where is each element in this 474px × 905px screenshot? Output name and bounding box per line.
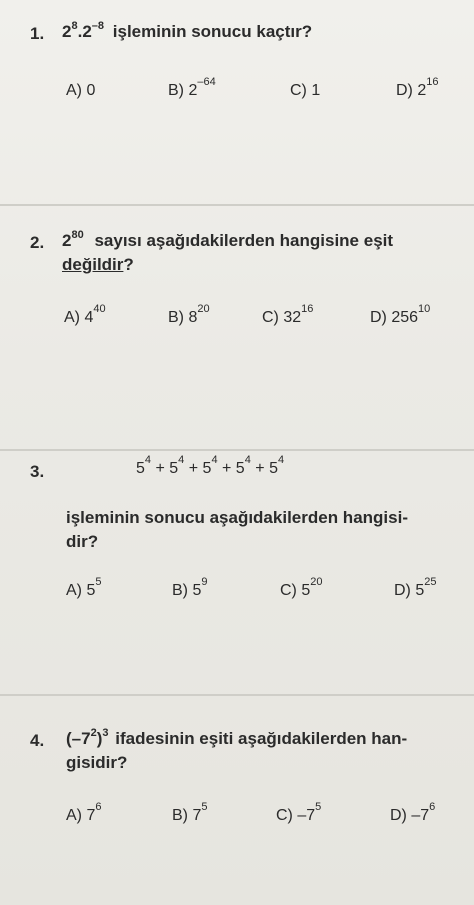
- question-mark: ?: [123, 255, 134, 274]
- exponent: 16: [301, 303, 314, 315]
- question-text: sayısı aşağıdakilerden hangisine eşit: [94, 231, 394, 250]
- base: 5: [169, 460, 179, 477]
- option-a[interactable]: [66, 576, 102, 600]
- exponent: 4: [144, 454, 152, 466]
- base: 2: [62, 22, 72, 41]
- option-label: A) 5: [66, 582, 96, 599]
- closing-paren: ): [96, 729, 103, 748]
- exponent: 10: [418, 303, 431, 315]
- option-c[interactable]: C) 1: [290, 82, 321, 99]
- option-d[interactable]: [394, 576, 437, 600]
- divider: [0, 204, 474, 206]
- question-number: 4.: [30, 731, 45, 750]
- question-text: işleminin sonucu aşağıdakilerden hangisi-: [66, 508, 408, 527]
- exponent: 5: [201, 801, 208, 813]
- option-a[interactable]: A) 0: [66, 82, 96, 99]
- exponent: 4: [211, 454, 218, 466]
- base: (–7: [66, 729, 91, 748]
- plus-sign: +: [151, 460, 170, 477]
- exponent: 25: [424, 576, 437, 588]
- exponent: 4: [277, 454, 285, 466]
- exponent: 20: [310, 576, 323, 588]
- question-text: ifadesinin eşiti aşağıdakilerden han-: [115, 729, 408, 748]
- power-sum-expression: [136, 454, 285, 478]
- negation-word: değildir: [62, 255, 124, 274]
- option-a[interactable]: [66, 801, 102, 825]
- option-label: B) 8: [168, 309, 198, 326]
- exponent: 3: [102, 727, 109, 739]
- power-expression: [66, 729, 109, 748]
- base: 5: [136, 460, 145, 477]
- question-text-continued: gisidir?: [66, 753, 128, 772]
- option-label: D) 256: [370, 309, 419, 326]
- option-label: D) –7: [390, 807, 430, 824]
- base: 5: [202, 460, 212, 477]
- option-label: C) –7: [276, 807, 316, 824]
- exponent: 4: [178, 454, 185, 466]
- question-stem: [62, 229, 467, 277]
- option-label: B) 7: [172, 807, 202, 824]
- exponent: 6: [429, 801, 436, 813]
- exponent: 8: [71, 20, 78, 32]
- exponent: 2: [90, 727, 97, 739]
- option-d[interactable]: [370, 303, 431, 327]
- base: 5: [269, 460, 278, 477]
- option-d[interactable]: [396, 76, 439, 100]
- exponent: 16: [426, 76, 439, 88]
- dot: .: [77, 22, 83, 41]
- base: 2: [82, 22, 92, 41]
- option-label: B) 2: [168, 82, 198, 99]
- exponent: 6: [95, 801, 102, 813]
- exponent: –64: [197, 76, 216, 88]
- question-text-continued: dir?: [66, 532, 99, 551]
- option-label: A) 4: [64, 309, 94, 326]
- option-b[interactable]: [168, 76, 216, 100]
- option-c[interactable]: [276, 801, 322, 825]
- question-stem: [62, 20, 312, 44]
- base: 2: [62, 231, 72, 250]
- question-number: 2.: [30, 233, 45, 252]
- option-label: D) 2: [396, 82, 427, 99]
- question-number: 1.: [30, 24, 45, 43]
- exponent: 5: [315, 801, 322, 813]
- option-a[interactable]: [64, 303, 106, 327]
- option-c[interactable]: [280, 576, 323, 600]
- option-label: C) 32: [262, 309, 302, 326]
- question-stem: [66, 506, 466, 554]
- exponent: 80: [71, 229, 84, 241]
- option-d[interactable]: [390, 801, 436, 825]
- exponent: 40: [93, 303, 106, 315]
- option-b[interactable]: [168, 303, 210, 327]
- option-b[interactable]: [172, 576, 208, 600]
- option-label: C) 5: [280, 582, 311, 599]
- exponent: –8: [91, 20, 105, 32]
- question-3: [0, 450, 474, 695]
- question-stem: [66, 727, 466, 775]
- question-text: işleminin sonucu kaçtır?: [112, 22, 313, 41]
- option-c[interactable]: [262, 303, 314, 327]
- option-label: B) 5: [172, 582, 202, 599]
- question-1: [0, 0, 474, 205]
- divider: [0, 449, 474, 451]
- question-2: [0, 205, 474, 450]
- exponent: 9: [201, 576, 208, 588]
- exponent: 20: [197, 303, 210, 315]
- exponent: 4: [244, 454, 251, 466]
- question-4: [0, 695, 474, 905]
- exponent: 5: [95, 576, 102, 588]
- plus-sign: +: [250, 460, 270, 477]
- question-number: 3.: [30, 462, 45, 481]
- option-label: A) 7: [66, 807, 96, 824]
- option-label: D) 5: [394, 582, 425, 599]
- option-b[interactable]: [172, 801, 208, 825]
- base: 5: [235, 460, 245, 477]
- divider: [0, 694, 474, 696]
- plus-sign: +: [184, 460, 203, 477]
- plus-sign: +: [217, 460, 236, 477]
